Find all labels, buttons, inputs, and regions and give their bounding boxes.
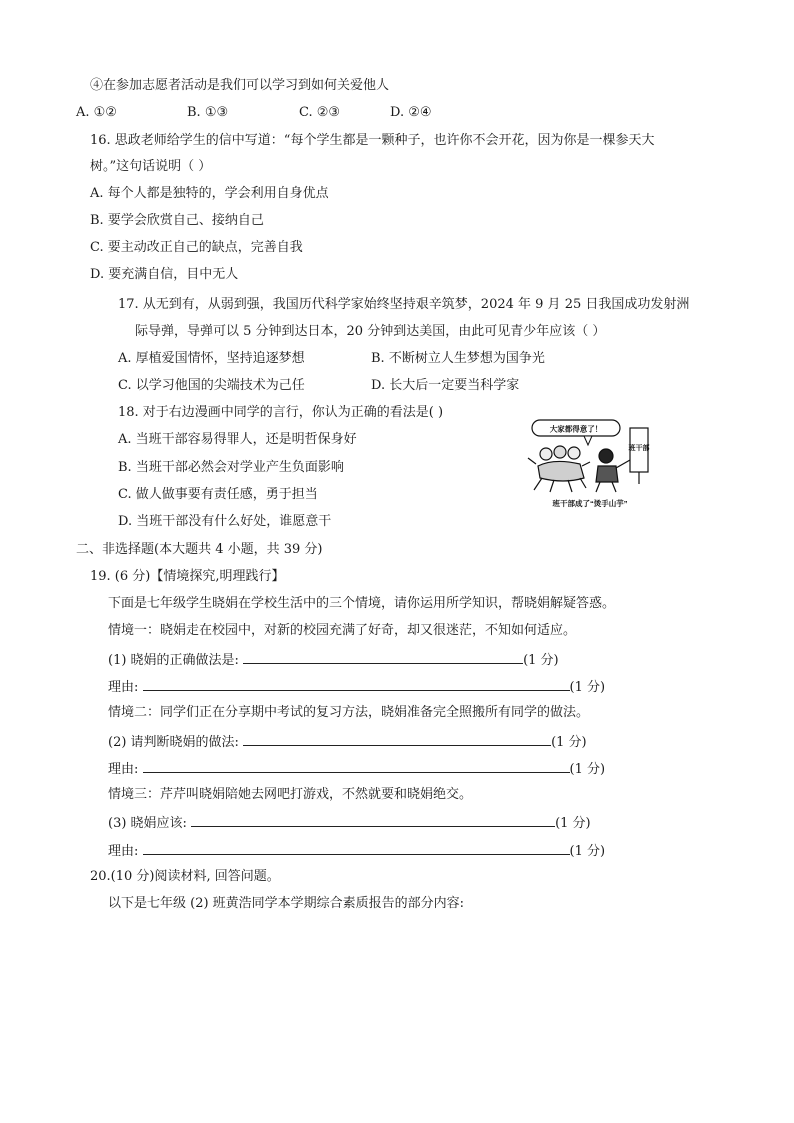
q18-stem: 18. 对于右边漫画中同学的言行，你认为正确的看法是( ) [118, 405, 444, 420]
q18-option-c[interactable]: C. 做人做事要有责任感，勇于担当 [118, 487, 318, 502]
score-label: (1 分) [551, 735, 587, 750]
section-2-heading: 二、非选择题(本大题共 4 小题，共 39 分) [76, 542, 323, 557]
q17-stem-cont: 际导弹，导弹可以 5 分钟到达日本，20 分钟到达美国，由此可见青少年应该（ ） [135, 324, 606, 339]
answer-blank-2[interactable] [243, 732, 551, 746]
cartoon-caption: 班干部成了“烫手山芋” [552, 499, 628, 508]
q19-scenario-1: 情境一：晓娟走在校园中，对新的校园充满了好奇，却又很迷茫，不知如何适应。 [108, 623, 577, 638]
score-label: (1 分) [523, 653, 559, 668]
q17-option-a[interactable]: A. 厚植爱国情怀，坚持追逐梦想 [118, 351, 305, 366]
q16-stem: 16. 思政老师给学生的信中写道：“每个学生都是一颗种子，也许你不会开花，因为你是一棵参天大 [90, 133, 655, 148]
class-cadre-cartoon [524, 418, 656, 510]
q16-option-c[interactable]: C. 要主动改正自己的缺点，完善自我 [90, 240, 303, 255]
reason-blank-3[interactable] [143, 841, 570, 855]
answer-blank-1[interactable] [243, 650, 523, 664]
q17-stem: 17. 从无到有，从弱到强，我国历代科学家始终坚持艰辛筑梦，2024 年 9 月 25 日我国成功发射洲 [118, 297, 690, 312]
reason-blank-2[interactable] [143, 759, 570, 773]
q19-prompt-1-row [108, 650, 559, 670]
q16-option-d[interactable]: D. 要充满自信，目中无人 [90, 267, 239, 282]
speech-text: 大家都得意了！ [549, 424, 603, 434]
q19-prompt-1: (1) 晓娟的正确做法是: [108, 653, 239, 668]
q16-option-b[interactable]: B. 要学会欣赏自己、接纳自己 [90, 213, 264, 228]
q19-reason-1-row [108, 677, 605, 697]
q19-intro: 下面是七年级学生晓娟在学校生活中的三个情境，请你运用所学知识，帮晓娟解疑答惑。 [108, 596, 616, 611]
q19-scenario-3: 情境三：芹芹叫晓娟陪她去网吧打游戏，不然就要和晓娟绝交。 [108, 787, 473, 802]
sign-text: 班干部 [628, 445, 650, 452]
q16-option-a[interactable]: A. 每个人都是独特的，学会利用自身优点 [90, 186, 329, 201]
q18-option-a[interactable]: A. 当班干部容易得罪人，还是明哲保身好 [118, 432, 357, 447]
reason-label: 理由: [108, 762, 139, 777]
q19-scenario-2: 情境二：同学们正在分享期中考试的复习方法，晓娟准备完全照搬所有同学的做法。 [108, 705, 590, 720]
answer-blank-3[interactable] [191, 813, 555, 827]
q15-option-c[interactable]: C. ②③ [299, 105, 341, 120]
reason-blank-1[interactable] [143, 677, 570, 691]
q19-reason-3-row [108, 841, 605, 861]
q15-option-d[interactable]: D. ②④ [390, 105, 432, 120]
q16-stem-cont: 树。”这句话说明（ ） [90, 159, 212, 174]
score-label: (1 分) [569, 844, 606, 859]
q18-option-d[interactable]: D. 当班干部没有什么好处，谁愿意干 [118, 514, 332, 529]
q15-option-a[interactable]: A. ①② [76, 105, 117, 120]
q17-option-d[interactable]: D. 长大后一定要当科学家 [371, 378, 520, 393]
student-with-sign [596, 449, 630, 492]
score-label: (1 分) [569, 762, 606, 777]
running-students [528, 446, 590, 492]
score-label: (1 分) [569, 680, 606, 695]
q19-prompt-2: (2) 请判断晓娟的做法: [108, 735, 239, 750]
q19-reason-2-row [108, 759, 605, 779]
q18-option-b[interactable]: B. 当班干部必然会对学业产生负面影响 [118, 460, 344, 475]
q15-option-b[interactable]: B. ①③ [187, 105, 229, 120]
q19-prompt-2-row [108, 732, 587, 752]
q17-option-c[interactable]: C. 以学习他国的尖端技术为己任 [118, 378, 305, 393]
q20-intro: 以下是七年级 (2) 班黄浩同学本学期综合素质报告的部分内容: [108, 896, 465, 911]
q15-item-4: ④在参加志愿者活动是我们可以学习到如何关爱他人 [90, 78, 390, 93]
q20-title: 20.(10 分)阅读材料, 回答问题。 [90, 869, 280, 884]
q19-title: 19. (6 分)【情境探究,明理践行】 [90, 569, 285, 584]
reason-label: 理由: [108, 844, 139, 859]
q19-prompt-3-row [108, 813, 591, 833]
q19-prompt-3: (3) 晓娟应该: [108, 816, 187, 831]
q17-option-b[interactable]: B. 不断树立人生梦想为国争光 [371, 351, 545, 366]
reason-label: 理由: [108, 680, 139, 695]
score-label: (1 分) [555, 816, 591, 831]
